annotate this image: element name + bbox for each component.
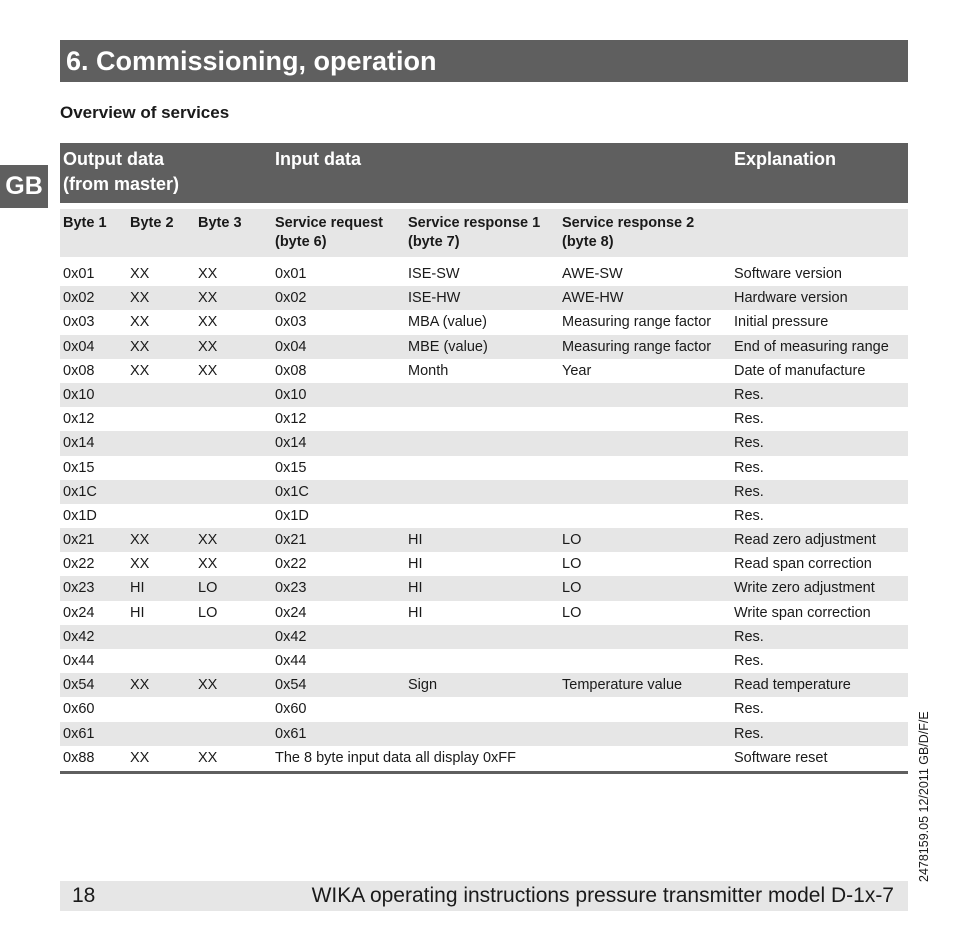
cell-service-request: 0x42 <box>275 628 307 645</box>
cell-byte-1: 0x1C <box>63 483 97 500</box>
document-code: 2478159.05 12/2011 GB/D/F/E <box>917 711 931 882</box>
cell-service-request: 0x61 <box>275 725 307 742</box>
cell-byte-1: 0x54 <box>63 677 95 694</box>
cell-service-response-1: ISE-HW <box>408 290 461 307</box>
column-header-line1: Byte 2 <box>130 215 174 231</box>
cell-service-request: 0x10 <box>275 386 307 403</box>
column-header-service-response-1 <box>408 214 540 252</box>
language-tab: GB <box>0 165 48 208</box>
cell-service-response-1: ISE-SW <box>408 266 460 282</box>
cell-byte-2: HI <box>130 580 145 597</box>
group-output-data <box>63 147 179 197</box>
cell-byte-2: XX <box>130 290 150 307</box>
group-explanation: Explanation <box>734 149 837 169</box>
column-header-byte-2 <box>130 214 174 233</box>
table-row <box>60 431 908 455</box>
cell-explanation: Read temperature <box>734 677 851 694</box>
cell-service-response-1: HI <box>408 532 423 549</box>
chapter-header-bar <box>60 40 908 82</box>
cell-service-response-2: LO <box>562 580 582 597</box>
cell-byte-2: HI <box>130 604 145 621</box>
column-header-byte-3 <box>198 214 242 233</box>
cell-byte-1: 0x12 <box>63 411 95 428</box>
cell-explanation: Read span correction <box>734 556 872 573</box>
cell-service-request: 0x14 <box>275 435 307 452</box>
table-row <box>60 649 908 673</box>
cell-service-response-1: Month <box>408 362 449 379</box>
cell-explanation: Read zero adjustment <box>734 532 876 549</box>
footer-title: WIKA operating instructions pressure transmitter model D-1x-7 <box>311 884 894 907</box>
table-row <box>60 625 908 649</box>
column-header-byte-1 <box>63 214 107 233</box>
cell-service-request: 0x08 <box>275 362 307 379</box>
cell-byte-2: XX <box>130 338 150 355</box>
footer-bar <box>60 881 908 911</box>
table-row <box>60 746 908 770</box>
cell-explanation: Write zero adjustment <box>734 580 875 597</box>
cell-explanation: Res. <box>734 725 764 742</box>
cell-byte-1: 0x42 <box>63 628 95 645</box>
cell-service-response-2: LO <box>562 532 582 549</box>
cell-service-request: 0x21 <box>275 532 307 549</box>
chapter-title: 6. Commissioning, operation <box>66 46 437 76</box>
cell-byte-3: LO <box>198 580 218 597</box>
cell-byte-2: XX <box>130 677 150 694</box>
cell-service-request: The 8 byte input data all display 0xFF <box>275 749 516 766</box>
cell-byte-2: XX <box>130 556 150 573</box>
column-header-line1: Byte 3 <box>198 215 242 231</box>
cell-byte-2: XX <box>130 362 150 379</box>
group-output-line1: Output data <box>63 149 164 169</box>
cell-byte-1: 0x02 <box>63 290 95 307</box>
column-header-line1: Byte 1 <box>63 215 107 231</box>
cell-byte-1: 0x60 <box>63 701 95 718</box>
cell-byte-1: 0x04 <box>63 338 95 355</box>
cell-byte-1: 0x10 <box>63 386 95 403</box>
table-row <box>60 480 908 504</box>
cell-byte-3: XX <box>198 266 218 282</box>
cell-explanation: Write span correction <box>734 604 871 621</box>
cell-service-response-1: HI <box>408 580 423 597</box>
table-row <box>60 310 908 334</box>
table-row <box>60 456 908 480</box>
cell-service-request: 0x24 <box>275 604 307 621</box>
cell-byte-3: XX <box>198 290 218 307</box>
cell-byte-2: XX <box>130 314 150 331</box>
table-row <box>60 359 908 383</box>
cell-service-response-2: Measuring range factor <box>562 338 712 355</box>
cell-service-request: 0x54 <box>275 677 307 694</box>
cell-explanation: Res. <box>734 507 764 524</box>
cell-byte-3: LO <box>198 604 218 621</box>
cell-service-request: 0x60 <box>275 701 307 718</box>
cell-service-request: 0x15 <box>275 459 307 476</box>
cell-explanation: End of measuring range <box>734 338 889 355</box>
cell-byte-1: 0x01 <box>63 266 95 282</box>
cell-byte-2: XX <box>130 532 150 549</box>
cell-service-response-1: MBA (value) <box>408 314 487 331</box>
cell-byte-3: XX <box>198 362 218 379</box>
cell-service-request: 0x12 <box>275 411 307 428</box>
table-row <box>60 528 908 552</box>
cell-service-response-2: AWE-SW <box>562 266 623 282</box>
cell-service-response-2: Measuring range factor <box>562 314 712 331</box>
table-row <box>60 673 908 697</box>
cell-byte-1: 0x15 <box>63 459 95 476</box>
cell-byte-3: XX <box>198 556 218 573</box>
table-row <box>60 335 908 359</box>
cell-service-response-2: Temperature value <box>562 677 683 694</box>
cell-byte-1: 0x14 <box>63 435 95 452</box>
table-row <box>60 286 908 310</box>
cell-byte-1: 0x61 <box>63 725 95 742</box>
cell-byte-1: 0x88 <box>63 749 95 766</box>
column-header-line2: (byte 8) <box>562 234 614 250</box>
table-row <box>60 504 908 528</box>
cell-byte-1: 0x22 <box>63 556 95 573</box>
services-table <box>60 143 908 774</box>
cell-byte-1: 0x23 <box>63 580 95 597</box>
cell-service-request: 0x1C <box>275 483 309 500</box>
cell-service-request: 0x04 <box>275 338 307 355</box>
table-row <box>60 722 908 746</box>
cell-service-response-1: Sign <box>408 677 438 694</box>
cell-service-response-2: LO <box>562 604 582 621</box>
table-bottom-rule <box>60 771 908 774</box>
cell-byte-2: XX <box>130 749 150 766</box>
cell-byte-1: 0x21 <box>63 532 95 549</box>
section-heading: Overview of services <box>60 103 230 122</box>
cell-explanation: Res. <box>734 435 764 452</box>
page-number: 18 <box>72 884 96 907</box>
table-row <box>60 697 908 721</box>
cell-explanation: Res. <box>734 483 764 500</box>
cell-byte-1: 0x1D <box>63 507 97 524</box>
cell-service-request: 0x23 <box>275 580 307 597</box>
cell-explanation: Software version <box>734 266 842 282</box>
column-header-line2: (byte 7) <box>408 234 460 250</box>
table-row <box>60 407 908 431</box>
cell-explanation: Res. <box>734 628 764 645</box>
cell-service-response-1: MBE (value) <box>408 338 488 355</box>
table-group-header <box>60 143 908 203</box>
cell-explanation: Software reset <box>734 749 828 766</box>
cell-explanation: Res. <box>734 411 764 428</box>
cell-service-request: 0x01 <box>275 266 307 282</box>
table-row <box>60 262 908 286</box>
cell-explanation: Hardware version <box>734 290 848 307</box>
cell-byte-3: XX <box>198 338 218 355</box>
cell-explanation: Res. <box>734 459 764 476</box>
cell-byte-1: 0x44 <box>63 653 95 669</box>
cell-service-response-2: Year <box>562 362 592 379</box>
cell-service-response-1: HI <box>408 604 423 621</box>
group-input-data: Input data <box>275 149 361 169</box>
cell-service-response-1: HI <box>408 556 423 573</box>
cell-service-request: 0x22 <box>275 556 307 573</box>
cell-byte-3: XX <box>198 314 218 331</box>
cell-byte-3: XX <box>198 677 218 694</box>
table-row <box>60 383 908 407</box>
cell-byte-3: XX <box>198 532 218 549</box>
cell-service-request: 0x1D <box>275 507 309 524</box>
cell-explanation: Res. <box>734 701 764 718</box>
table-column-header <box>60 209 908 257</box>
cell-byte-1: 0x03 <box>63 314 95 331</box>
column-header-line1: Service response 2 <box>562 215 695 231</box>
cell-byte-2: XX <box>130 266 150 282</box>
column-header-line1: Service request <box>275 215 384 231</box>
table-row <box>60 576 908 600</box>
group-output-line2: (from master) <box>63 174 180 194</box>
cell-explanation: Date of manufacture <box>734 362 866 379</box>
column-header-service-request <box>275 214 383 252</box>
table-body <box>60 262 908 770</box>
column-header-service-response-2 <box>562 214 694 252</box>
cell-explanation: Res. <box>734 386 764 403</box>
cell-explanation: Res. <box>734 653 764 669</box>
column-header-line2: (byte 6) <box>275 234 327 250</box>
cell-byte-1: 0x24 <box>63 604 95 621</box>
table-row <box>60 552 908 576</box>
cell-explanation: Initial pressure <box>734 314 829 331</box>
table-row <box>60 601 908 625</box>
cell-service-response-2: LO <box>562 556 582 573</box>
column-header-line1: Service response 1 <box>408 215 541 231</box>
cell-service-response-2: AWE-HW <box>562 290 624 307</box>
cell-service-request: 0x02 <box>275 290 307 307</box>
cell-service-request: 0x03 <box>275 314 307 331</box>
cell-service-request: 0x44 <box>275 653 307 669</box>
cell-byte-1: 0x08 <box>63 362 95 379</box>
cell-byte-3: XX <box>198 749 218 766</box>
